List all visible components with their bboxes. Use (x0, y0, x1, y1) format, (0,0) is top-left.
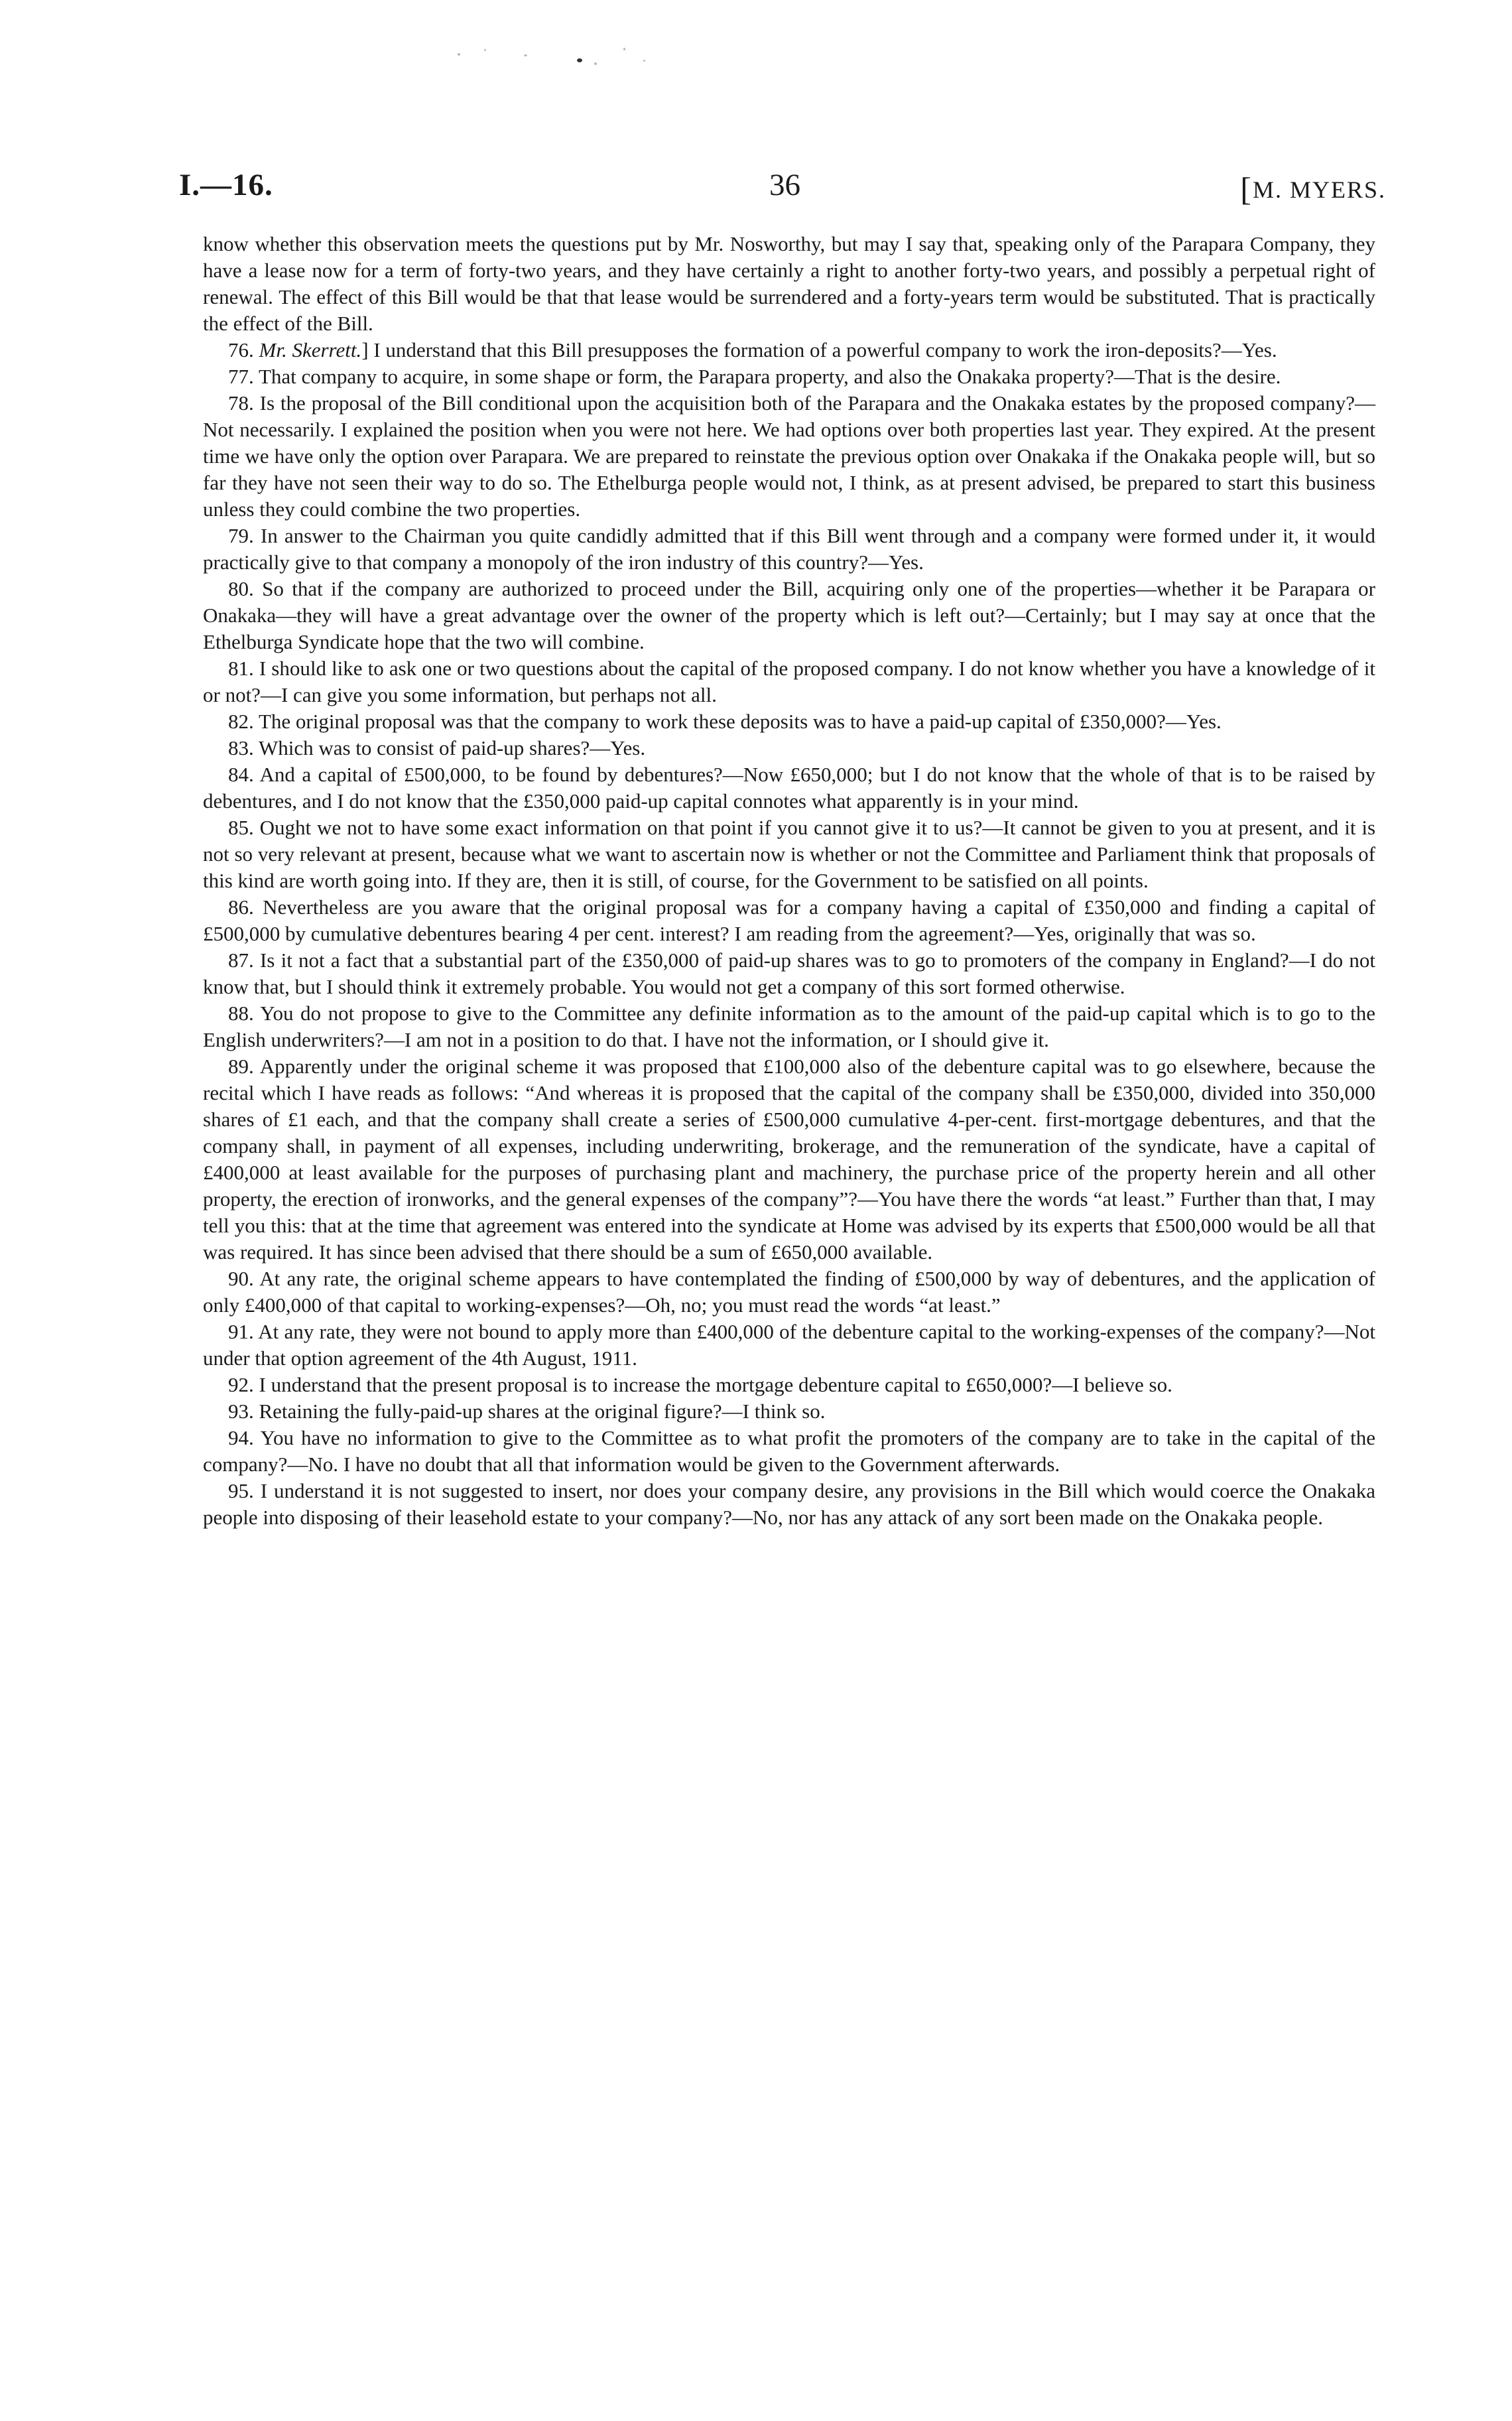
question-95: 95. I understand it is not suggested to insert, nor does your company desire, any provisions in the Bill which would coerce the Onakaka people into disposing of their leasehold estate to your company?—No, nor has any attack of any sort been made on the Onakaka people. (203, 1479, 1375, 1529)
question-number: 79. (228, 524, 254, 547)
paragraph-continued: know whether this observation meets the questions put by Mr. Nosworthy, but may I say that, speaking only of the Parapara Company, they have a lease now for a term of forty-two years, and they have certainly a right to another forty-two years, and possibly a perpetual right of renewal. The effect of this Bill would be that that lease would be surrendered and a forty-years term would be substituted. That is practically the effect of the Bill. (203, 232, 1375, 335)
question-94: 94. You have no information to give to the Committee as to what profit the promoters of the company are to take in the capital of the company?—No. I have no doubt that all that information would be given to the Government afterwards. (203, 1426, 1376, 1476)
question-number: 76. (228, 338, 254, 361)
witness-name-text: M. MYERS. (1252, 176, 1386, 203)
question-number: 91. (228, 1320, 254, 1343)
question-91: 91. At any rate, they were not bound to apply more than £400,000 of the debenture capital to the working-expenses of the company?—Not under that option agreement of the 4th August, 1911. (203, 1320, 1375, 1370)
question-86: 86. Nevertheless are you aware that the original proposal was for a company having a capital of £350,000 and finding a capital of £500,000 by cumulative debentures bearing 4 per cent. interest? I am reading from the agreement?—Yes, originally that was so. (203, 895, 1375, 945)
question-93: 93. Retaining the fully-paid-up shares at the original figure?—I think so. (228, 1400, 826, 1423)
question-84: 84. And a capital of £500,000, to be found by debentures?—Now £650,000; but I do not know that the whole of that is to be raised by debentures, and I do not know that the £350,000 paid-up capital connotes what apparently is in your mind. (203, 763, 1375, 813)
question-number: 87. (228, 949, 254, 972)
print-smudge (444, 40, 670, 80)
question-88: 88. You do not propose to give to the Committee any definite information as to the amount of the paid-up capital which is to go to the English underwriters?—I am not in a position to do that. I have not the information, or I should give it. (203, 1002, 1375, 1051)
question-number: 78. (228, 391, 254, 415)
question-number: 81. (228, 657, 254, 680)
paper-reference: I.—16. (179, 168, 273, 202)
question-number: 94. (228, 1426, 254, 1449)
question-92: 92. I understand that the present proposal is to increase the mortgage debenture capital to £650,000?—I believe so. (228, 1373, 1172, 1396)
question-number: 88. (228, 1002, 254, 1025)
question-89: 89. Apparently under the original scheme it was proposed that £100,000 also of the debenture capital was to go elsewhere, because the recital which I have reads as follows: “And whereas it is proposed that the capital of the company shall be £350,000, divided into 350,000 shares of £1 each, and that the company shall create a series of £500,000 cumulative 4-per-cent. first-mortgage debentures, and that the company shall, in payment of all expenses, including underwriting, brokerage, and the remuneration of the syndicate, have a capital of £400,000 at least available for the purposes of purchasing plant and machinery, the purchase price of the property herein and all other property, the erection of ironworks, and the general expenses of the company”?—You have there the words “at least.” Further than that, I may tell you this: that at the time that agreement was entered into the syndicate at Home was advised by its experts that £500,000 would be all that was required. It has since been advised that there should be a sum of £650,000 available. (203, 1055, 1375, 1264)
page-header (179, 167, 1386, 207)
question-79: 79. In answer to the Chairman you quite candidly admitted that if this Bill went through and a company were formed under it, it would practically give to that company a monopoly of the iron industry of this country?—Yes. (203, 524, 1375, 574)
question-number: 93. (228, 1400, 254, 1423)
question-78: 78. Is the proposal of the Bill conditional upon the acquisition both of the Parapara and the Onakaka estates by the proposed company?—Not necessarily. I explained the position when you were not here. We had options over both properties last year. They expired. At the present time we have only the option over Parapara. We are prepared to reinstate the previous option over Onakaka if the Onakaka people will, but so far they have not seen their way to do so. The Ethelburga people would not, I think, as at present advised, be prepared to start this business unless they could combine the two properties. (203, 391, 1375, 521)
witness-name: [M. MYERS. (1240, 170, 1386, 208)
page-number: 36 (769, 168, 800, 202)
question-82: 82. The original proposal was that the company to work these deposits was to have a paid-up capital of £350,000?—Yes. (228, 710, 1222, 733)
question-number: 86. (228, 895, 254, 919)
question-83: 83. Which was to consist of paid-up shares?—Yes. (228, 736, 646, 759)
question-number: 95. (228, 1479, 254, 1502)
question-81: 81. I should like to ask one or two questions about the capital of the proposed company. I do not know whether you have a knowledge of it or not?—I can give you some information, but perhaps not all. (203, 657, 1376, 706)
question-number: 90. (228, 1267, 254, 1290)
question-80: 80. So that if the company are authorized to proceed under the Bill, acquiring only one of the properties—whether it be Parapara or Onakaka—they will have a great advantage over the owner of the property which is left out?—Certainly; but I may say at once that the Ethelburga Syndicate hope that the two will combine. (203, 577, 1375, 653)
question-77: 77. That company to acquire, in some shape or form, the Parapara property, and also the Onakaka property?—That is the desire. (228, 365, 1281, 388)
question-number: 89. (228, 1055, 254, 1078)
question-number: 83. (228, 736, 254, 759)
question-number: 82. (228, 710, 254, 733)
question-90: 90. At any rate, the original scheme appears to have contemplated the finding of £500,000 by way of debentures, and the application of only £400,000 of that capital to working-expenses?—Oh, no; you must read the words “at least.” (203, 1267, 1375, 1317)
evidence-body (203, 231, 1375, 1531)
speaker-name: Mr. Skerrett. (259, 338, 362, 361)
question-number: 84. (228, 763, 254, 786)
question-76: 76. Mr. Skerrett.] I understand that this Bill presupposes the formation of a powerful company to work the iron-deposits?—Yes. (228, 338, 1277, 361)
question-85: 85. Ought we not to have some exact information on that point if you cannot give it to us?—It cannot be given to you at present, and it is not so very relevant at present, because what we want to ascertain now is whether or not the Committee and Parliament think that proposals of this kind are worth going into. If they are, then it is still, of course, for the Government to be satisfied on all points. (203, 816, 1376, 892)
question-number: 92. (228, 1373, 254, 1396)
question-number: 80. (228, 577, 254, 600)
question-87: 87. Is it not a fact that a substantial part of the £350,000 of paid-up shares was to go to promoters of the company in England?—I do not know that, but I should think it extremely probable. You would not get a company of this sort formed otherwise. (203, 949, 1376, 998)
question-number: 85. (228, 816, 254, 839)
question-number: 77. (228, 365, 254, 388)
